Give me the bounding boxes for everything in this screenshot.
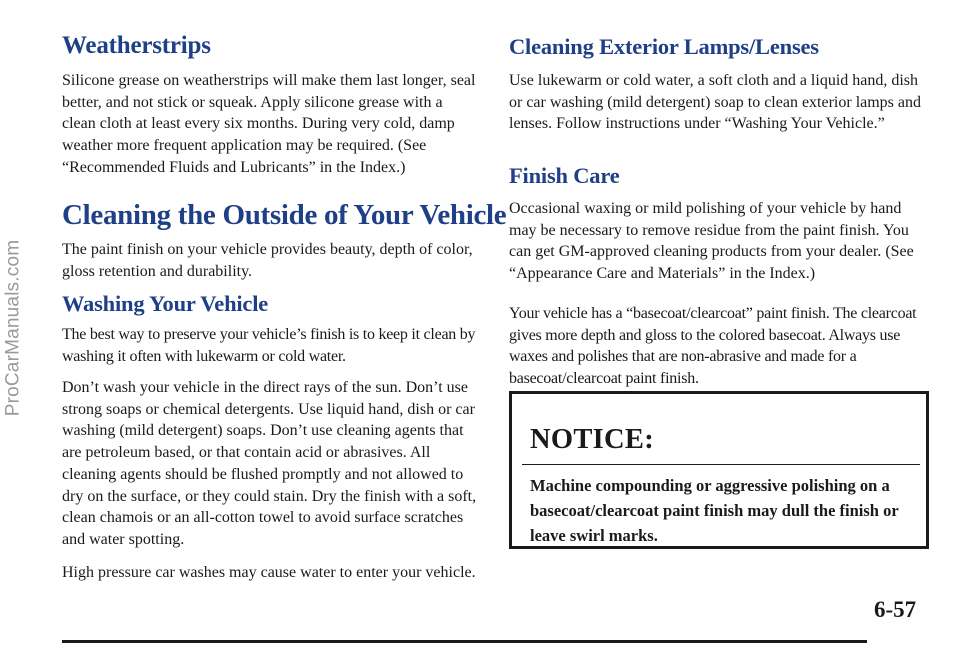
cleaning-outside-heading: Cleaning the Outside of Your Vehicle [62, 199, 507, 231]
watermark [2, 0, 24, 655]
washing-para-3: High pressure car washes may cause water to enter your vehicle. [62, 564, 476, 581]
page-number: 6-57 [874, 597, 917, 622]
watermark-text: ProCarManuals.com [2, 239, 24, 416]
notice-body: Machine compounding or aggressive polishing on a basecoat/clearcoat paint finish may dull the finish or leave swirl marks. [530, 476, 899, 545]
lamps-body: Use lukewarm or cold water, a soft cloth and a liquid hand, dish or car washing (mild detergent) soap to clean exterior lamps and lenses. Follow instructions under “Washing Your Vehicle.” [509, 72, 922, 133]
washing-para-2: Don’t wash your vehicle in the direct rays of the sun. Don’t use strong soaps or chemical detergents. Use liquid hand, dish or car washing (mild detergent) soaps. Don’t use cleaning agents that are petroleum based, or that contain acid or abrasives. All cleaning agents should be flushed promptly and not allowed to dry on the surface, or they could stain. Dry the finish with a soft, clean chamois or an all-cotton towel to avoid surface scratches and water spotting. [62, 379, 477, 548]
lamps-heading: Cleaning Exterior Lamps/Lenses [509, 34, 819, 59]
finish-care-para-2: Your vehicle has a “basecoat/clearcoat” paint finish. The clearcoat gives more depth and gloss to the colored basecoat. Always use waxes and polishes that are non-abrasive and made for a basecoat/clearcoat paint finish. [509, 305, 917, 388]
cleaning-outside-body: The paint finish on your vehicle provides beauty, depth of color, gloss retention and durability. [62, 241, 473, 280]
weatherstrips-body: Silicone grease on weatherstrips will make them last longer, seal better, and not stick or squeak. Apply silicone grease with a clean cloth at least every six months. During very cold, damp weather more frequent application may be required. (See “Recommended Fluids and Lubricants” in the Index.) [62, 72, 476, 176]
notice-box [509, 391, 929, 549]
weatherstrips-heading: Weatherstrips [62, 32, 211, 59]
washing-heading: Washing Your Vehicle [62, 291, 269, 316]
footer-rule [62, 640, 867, 643]
washing-para-1: The best way to preserve your vehicle’s finish is to keep it clean by washing it often with lukewarm or cold water. [62, 326, 476, 365]
finish-care-heading: Finish Care [509, 163, 620, 188]
notice-divider [522, 464, 920, 465]
notice-title: NOTICE: [530, 424, 655, 455]
finish-care-para-1: Occasional waxing or mild polishing of your vehicle by hand may be necessary to remove residue from the paint finish. You can get GM-approved cleaning products from your dealer. (See “Appearance Care and Materials” in the Index.) [509, 200, 914, 283]
